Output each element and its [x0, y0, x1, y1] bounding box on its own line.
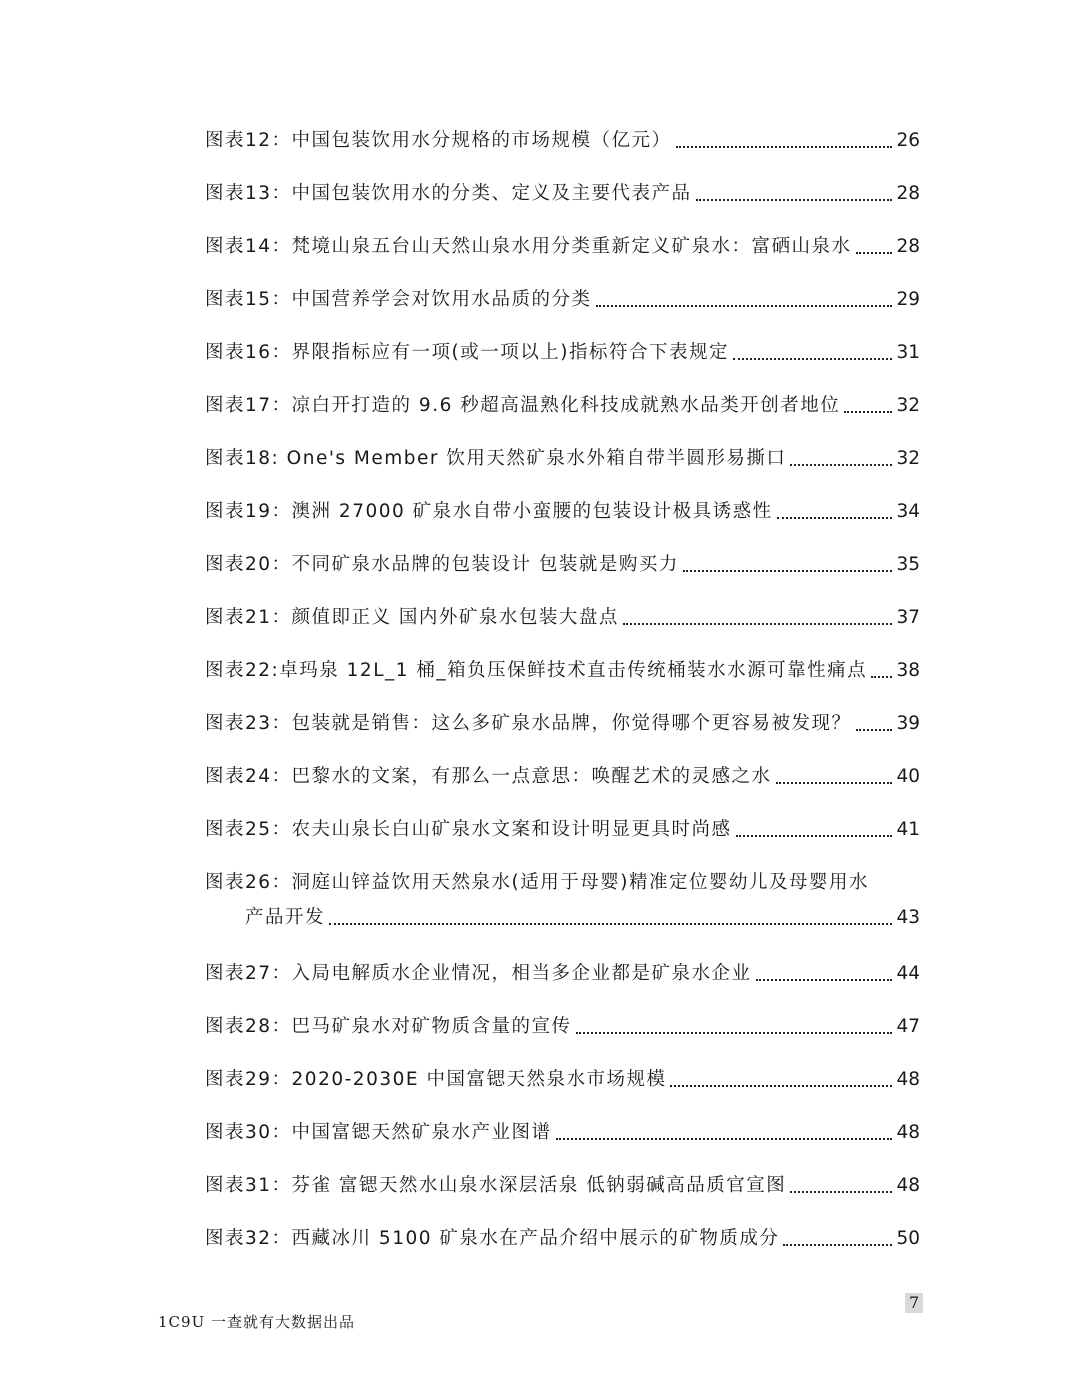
toc-entry-page: 43: [896, 907, 920, 928]
toc-entry-page: 44: [896, 963, 920, 984]
toc-entry[interactable]: [205, 1014, 920, 1040]
toc-entry-title: 图表31：芬雀 富锶天然水山泉水深层活泉 低钠弱碱高品质官宣图: [205, 1175, 787, 1196]
toc-entry[interactable]: [205, 1067, 920, 1093]
dot-leader: [676, 146, 893, 148]
toc-entry[interactable]: [205, 181, 920, 207]
toc-entry[interactable]: [205, 287, 920, 313]
toc-entry[interactable]: [205, 1226, 920, 1252]
toc-entry-title: 图表21：颜值即正义 国内外矿泉水包装大盘点: [205, 607, 619, 628]
toc-entry[interactable]: [205, 446, 920, 472]
dot-leader: [736, 835, 893, 837]
dot-leader: [556, 1138, 893, 1140]
toc-entry[interactable]: [205, 961, 920, 987]
toc-entry-page: 32: [896, 395, 920, 416]
toc-entry-title: 图表13：中国包装饮用水的分类、定义及主要代表产品: [205, 183, 692, 204]
toc-entry-title: 图表28：巴马矿泉水对矿物质含量的宣传: [205, 1016, 572, 1037]
toc-entry-title: 图表30：中国富锶天然矿泉水产业图谱: [205, 1122, 552, 1143]
dot-leader: [576, 1032, 893, 1034]
toc-entry-title: 图表32：西藏冰川 5100 矿泉水在产品介绍中展示的矿物质成分: [205, 1228, 780, 1249]
toc-entry[interactable]: [205, 340, 920, 366]
toc-entry-page: 29: [896, 289, 920, 310]
dot-leader: [596, 305, 893, 307]
toc-entry-page: 31: [896, 342, 920, 363]
toc-entry-page: 35: [896, 554, 920, 575]
dot-leader: [790, 464, 892, 466]
dot-leader: [756, 979, 893, 981]
toc-entry-continuation-line: [205, 905, 920, 931]
toc-entry-title: 图表29：2020-2030E 中国富锶天然泉水市场规模: [205, 1069, 667, 1090]
footer-credit: 1C9U 一查就有大数据出品: [158, 1313, 355, 1331]
toc-entry-title: 图表16：界限指标应有一项(或一项以上)指标符合下表规定: [205, 342, 729, 363]
toc-entry[interactable]: [205, 711, 920, 737]
dot-leader: [871, 676, 892, 678]
toc-entry-title: 图表14：梵境山泉五台山天然山泉水用分类重新定义矿泉水：富硒山泉水: [205, 236, 852, 257]
page-number: 7: [905, 1293, 923, 1313]
toc-entry[interactable]: [205, 764, 920, 790]
toc-entry[interactable]: [205, 817, 920, 843]
toc-entry[interactable]: [205, 1173, 920, 1199]
dot-leader: [856, 252, 893, 254]
dot-leader: [776, 782, 893, 784]
toc-entry-page: 28: [896, 183, 920, 204]
dot-leader: [783, 1244, 892, 1246]
toc-entry-title: 图表18: One's Member 饮用天然矿泉水外箱自带半圆形易撕口: [205, 448, 787, 469]
toc-entry-page: 48: [896, 1122, 920, 1143]
toc-entry[interactable]: [205, 499, 920, 525]
toc-entry-page: 28: [896, 236, 920, 257]
toc-entry[interactable]: [205, 605, 920, 631]
toc-entry-title: 图表19：澳洲 27000 矿泉水自带小蛮腰的包装设计极具诱惑性: [205, 501, 773, 522]
toc-entry-page: 32: [896, 448, 920, 469]
toc-entry-page: 48: [896, 1069, 920, 1090]
dot-leader: [777, 517, 893, 519]
toc-entry-title: 图表20：不同矿泉水品牌的包装设计 包装就是购买力: [205, 554, 679, 575]
toc-entry[interactable]: [205, 658, 920, 684]
toc-entry-page: 39: [896, 713, 920, 734]
toc-entry-page: 48: [896, 1175, 920, 1196]
toc-entry[interactable]: [205, 234, 920, 260]
toc-entry-page: 41: [896, 819, 920, 840]
toc-entry-page: 34: [896, 501, 920, 522]
toc-entry-title: 图表12：中国包装饮用水分规格的市场规模（亿元）: [205, 130, 672, 151]
dot-leader: [683, 570, 893, 572]
dot-leader: [844, 411, 892, 413]
toc-entry-title: 图表24：巴黎水的文案，有那么一点意思：唤醒艺术的灵感之水: [205, 766, 772, 787]
dot-leader: [670, 1085, 892, 1087]
dot-leader: [329, 923, 892, 925]
toc-entry[interactable]: [205, 393, 920, 419]
toc-entry-page: 26: [896, 130, 920, 151]
toc-entry-page: 50: [896, 1228, 920, 1249]
toc-entry-title: 图表22:卓玛泉 12L_1 桶_箱负压保鲜技术直击传统桶装水水源可靠性痛点: [205, 660, 868, 681]
toc-entry-page: 38: [896, 660, 920, 681]
toc-entry-title: 图表23：包装就是销售：这么多矿泉水品牌，你觉得哪个更容易被发现？: [205, 713, 852, 734]
dot-leader: [856, 729, 893, 731]
toc-entry-title: 图表27：入局电解质水企业情况，相当多企业都是矿泉水企业: [205, 963, 752, 984]
toc-entry-title: 图表25：农夫山泉长白山矿泉水文案和设计明显更具时尚感: [205, 819, 732, 840]
toc-entry-title: 图表26：洞庭山锌益饮用天然泉水(适用于母婴)精准定位婴幼儿及母婴用水: [205, 872, 869, 893]
toc-entry[interactable]: [205, 870, 920, 931]
toc-entry-title: 图表15：中国营养学会对饮用水品质的分类: [205, 289, 592, 310]
toc-entry-page: 40: [896, 766, 920, 787]
toc-entry-title: 图表17：凉白开打造的 9.6 秒超高温熟化科技成就熟水品类开创者地位: [205, 395, 841, 416]
dot-leader: [696, 199, 893, 201]
dot-leader: [733, 358, 892, 360]
toc-entry[interactable]: [205, 128, 920, 154]
dot-leader: [790, 1191, 892, 1193]
toc-entry[interactable]: [205, 552, 920, 578]
toc-entry[interactable]: [205, 1120, 920, 1146]
toc-entry-page: 37: [896, 607, 920, 628]
dot-leader: [623, 623, 893, 625]
toc-entry-page: 47: [896, 1016, 920, 1037]
toc-entry-continuation: 产品开发: [245, 907, 326, 928]
